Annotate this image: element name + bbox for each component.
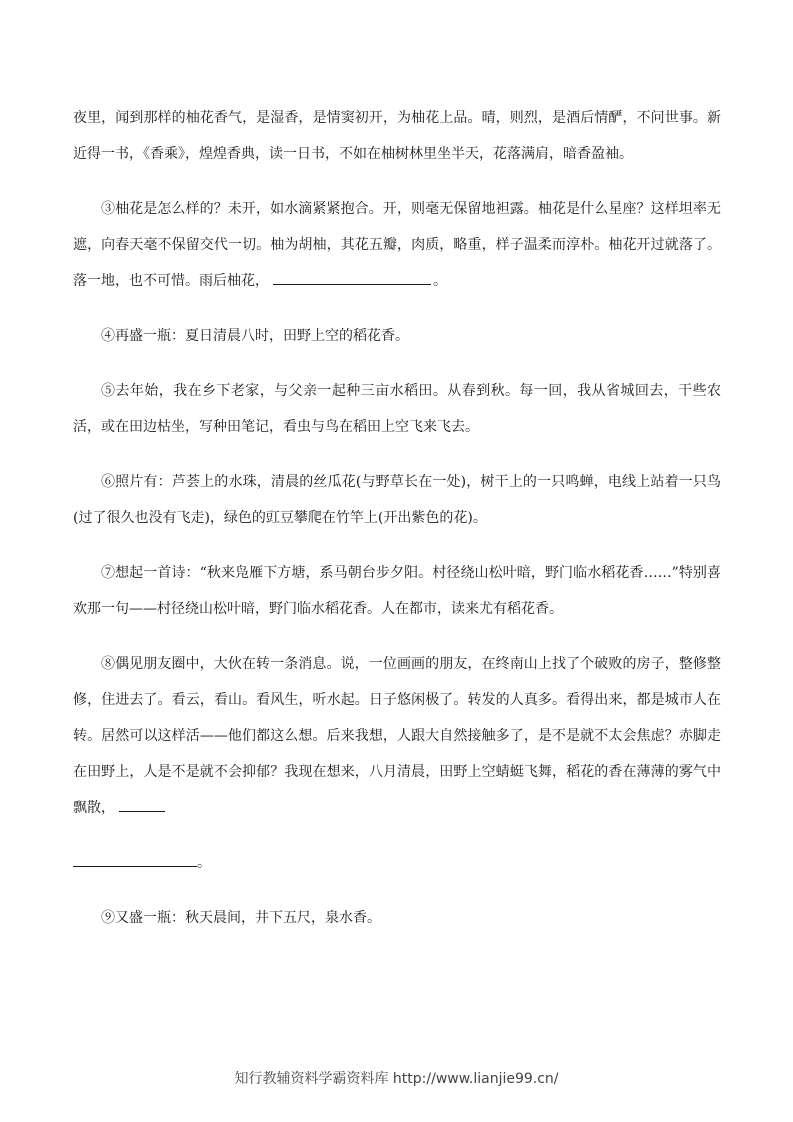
paragraph-3 xyxy=(73,191,721,299)
paragraph-8-end: 。 xyxy=(197,855,211,871)
paragraph-8 xyxy=(73,646,721,826)
paragraph-2-continued: 夜里，闻到那样的柚花香气，是湿香，是情窦初开，为柚花上品。晴，则烈，是酒后情酽，不问世事。新近得一书，《香乘》，煌煌香典，读一日书，不如在柚树林里坐半天，花落满肩，暗香盈袖。 xyxy=(73,110,721,162)
answer-blank-1[interactable] xyxy=(273,270,431,285)
answer-blank-2b[interactable] xyxy=(73,852,197,867)
paragraph-6: ⑥照片有：芦荟上的水珠，清晨的丝瓜花(与野草长在一处)，树干上的一只鸣蝉，电线上站着一只鸟(过了很久也没有飞走)，绿色的豇豆攀爬在竹竿上(开出紫色的花)。 xyxy=(73,474,721,526)
paragraph-7: ⑦想起一首诗：“秋来凫雁下方塘，系马朝台步夕阳。村径绕山松叶暗，野门临水稻花香……”特别喜欢那一句——村径绕山松叶暗，野门临水稻花香。人在都市，读来尤有稻花香。 xyxy=(73,565,721,617)
paragraph-3-text: ③柚花是怎么样的？未开，如水滴紧紧抱合。开，则毫无保留地袒露。柚花是什么星座？这样坦率无遮，向春天毫不保留交代一切。柚为胡柚，其花五瓣，肉质，略重，样子温柔而淳朴。柚花开过就落了。落一地，也不可惜。雨后柚花， xyxy=(73,201,721,289)
paragraph-8-text: ⑧偶见朋友圈中，大伙在转一条消息。说，一位画画的朋友，在终南山上找了个破败的房子，整修整修，住进去了。看云，看山。看风生，听水起。日子悠闲极了。转发的人真多。看得出来，都是城市人在转。居然可以这样活——他们都这么想。后来我想，人跟大自然接触多了，是不是就不太会焦虑？赤脚走在田野上，人是不是就不会抑郁？我现在想来，八月清晨，田野上空蜻蜓飞舞，稻花的香在薄薄的雾气中飘散， xyxy=(73,656,721,816)
answer-blank-2a[interactable] xyxy=(119,797,165,812)
paragraph-8-blank-line xyxy=(73,845,721,881)
paragraph-5: ⑤去年始，我在乡下老家，与父亲一起种三亩水稻田。从春到秋。每一回，我从省城回去，干些农活，或在田边枯坐，写种田笔记，看虫与鸟在稻田上空飞来飞去。 xyxy=(73,383,721,435)
page-footer: 知行教辅资料学霸资料库 http://www.lianjie99.cn/ xyxy=(234,1071,559,1087)
paragraph-9: ⑨又盛一瓶：秋天晨间，井下五尺，泉水香。 xyxy=(101,910,381,926)
document-body xyxy=(73,100,721,955)
paragraph-4: ④再盛一瓶：夏日清晨八时，田野上空的稻花香。 xyxy=(101,328,409,344)
paragraph-3-end: 。 xyxy=(433,273,447,289)
